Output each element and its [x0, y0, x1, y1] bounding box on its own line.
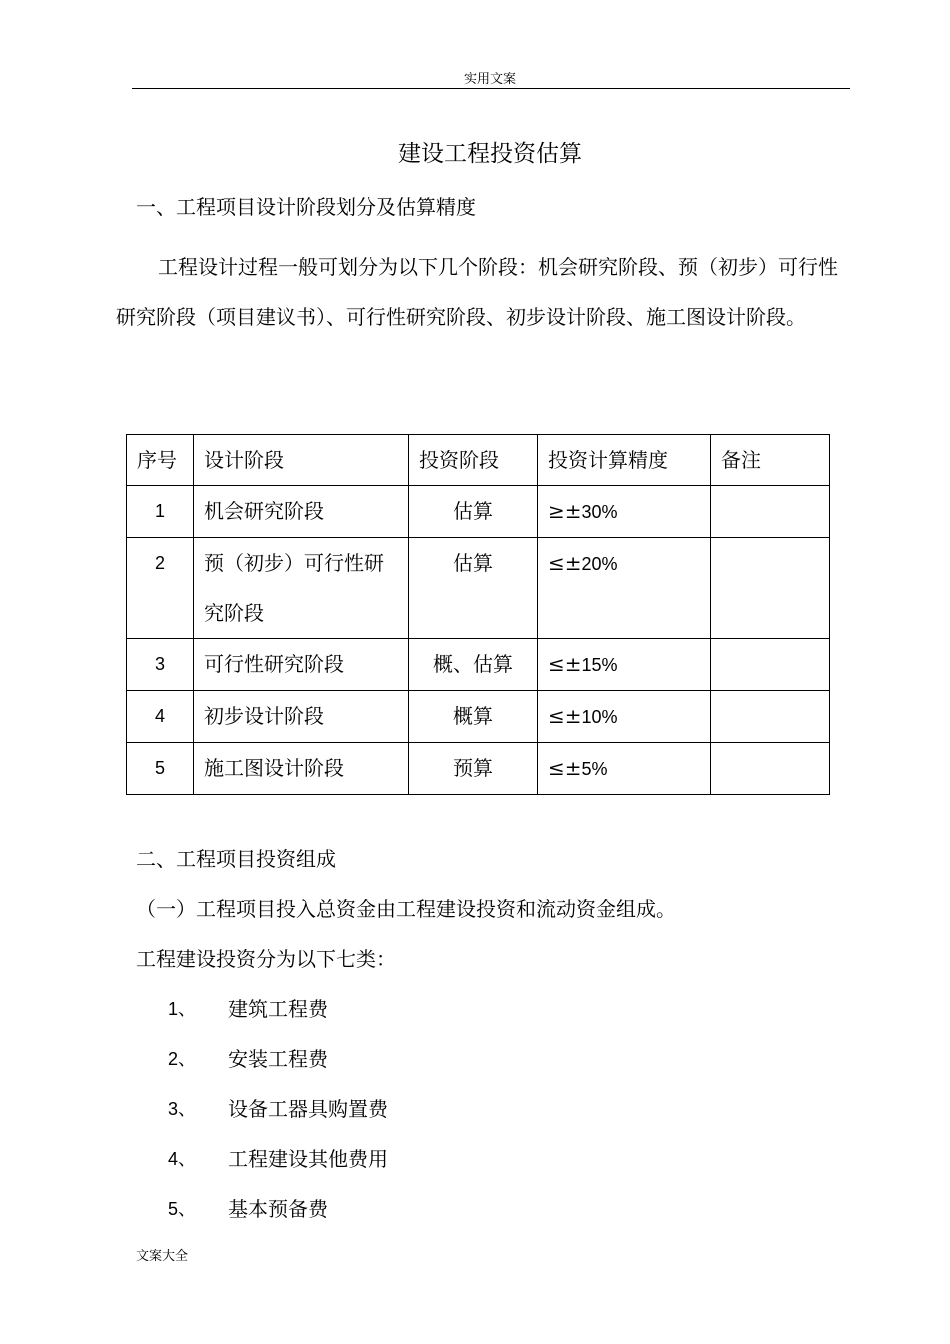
table-row	[127, 743, 830, 795]
section2-intro: 工程建设投资分为以下七类：	[136, 947, 396, 971]
cell-note	[711, 639, 830, 691]
list-item-label: 安装工程费	[228, 1047, 328, 1071]
cell-seq: 3	[127, 639, 194, 691]
cell-stage: 预（初步）可行性研究阶段	[194, 538, 409, 639]
accuracy-percent: 20%	[581, 554, 618, 574]
header-seq: 序号	[127, 435, 194, 486]
list-item-label: 设备工器具购置费	[228, 1097, 388, 1121]
cell-seq: 4	[127, 691, 194, 743]
accuracy-symbol: ≤±	[548, 551, 582, 575]
accuracy-symbol: ≤±	[548, 704, 582, 728]
cell-note	[711, 743, 830, 795]
table-row	[127, 639, 830, 691]
header-accuracy: 投资计算精度	[538, 435, 711, 486]
table-row	[127, 538, 830, 639]
header-rule	[132, 88, 850, 89]
cell-investment: 估算	[409, 538, 538, 639]
list-item-number: 4、	[168, 1149, 197, 1169]
cell-accuracy	[538, 486, 711, 538]
table-row	[127, 691, 830, 743]
cell-accuracy	[538, 639, 711, 691]
accuracy-symbol: ≤±	[548, 652, 582, 676]
accuracy-percent: 30%	[581, 502, 618, 522]
list-item-number: 3、	[168, 1099, 197, 1119]
header-note: 备注	[711, 435, 830, 486]
header-stage: 设计阶段	[194, 435, 409, 486]
cell-accuracy	[538, 743, 711, 795]
section2-heading: 二、工程项目投资组成	[136, 847, 336, 871]
list-item-label: 建筑工程费	[228, 997, 328, 1021]
page-footer: 文案大全	[136, 1249, 189, 1264]
list-item-label: 工程建设其他费用	[228, 1147, 388, 1171]
cell-seq: 2	[127, 538, 194, 639]
cell-stage: 初步设计阶段	[194, 691, 409, 743]
list-item-label: 基本预备费	[228, 1197, 328, 1221]
cell-note	[711, 486, 830, 538]
cell-seq: 5	[127, 743, 194, 795]
design-stage-table	[126, 434, 830, 795]
section2-sub1: （一）工程项目投入总资金由工程建设投资和流动资金组成。	[136, 897, 676, 921]
cell-stage: 可行性研究阶段	[194, 639, 409, 691]
document-title: 建设工程投资估算	[398, 141, 582, 167]
list-item-number: 2、	[168, 1049, 197, 1069]
cell-investment: 预算	[409, 743, 538, 795]
accuracy-percent: 10%	[581, 707, 618, 727]
cell-investment: 概算	[409, 691, 538, 743]
section1-paragraph: 工程设计过程一般可划分为以下几个阶段：机会研究阶段、预（初步）可行性研究阶段（项目建议书）、可行性研究阶段、初步设计阶段、施工图设计阶段。	[116, 255, 838, 329]
accuracy-symbol: ≥±	[548, 499, 582, 523]
cell-seq: 1	[127, 486, 194, 538]
cell-stage: 施工图设计阶段	[194, 743, 409, 795]
table-row	[127, 486, 830, 538]
accuracy-symbol: ≤±	[548, 756, 582, 780]
accuracy-percent: 15%	[581, 655, 618, 675]
accuracy-percent: 5%	[581, 759, 608, 779]
cell-note	[711, 691, 830, 743]
cell-accuracy	[538, 538, 711, 639]
header-investment: 投资阶段	[409, 435, 538, 486]
section1-heading: 一、工程项目设计阶段划分及估算精度	[136, 195, 476, 219]
cell-stage: 机会研究阶段	[194, 486, 409, 538]
page-header: 实用文案	[463, 72, 516, 87]
list-item-number: 5、	[168, 1199, 197, 1219]
cell-investment: 概、估算	[409, 639, 538, 691]
cell-note	[711, 538, 830, 639]
list-item-number: 1、	[168, 999, 197, 1019]
cell-accuracy	[538, 691, 711, 743]
cell-investment: 估算	[409, 486, 538, 538]
table-header-row	[127, 435, 830, 486]
